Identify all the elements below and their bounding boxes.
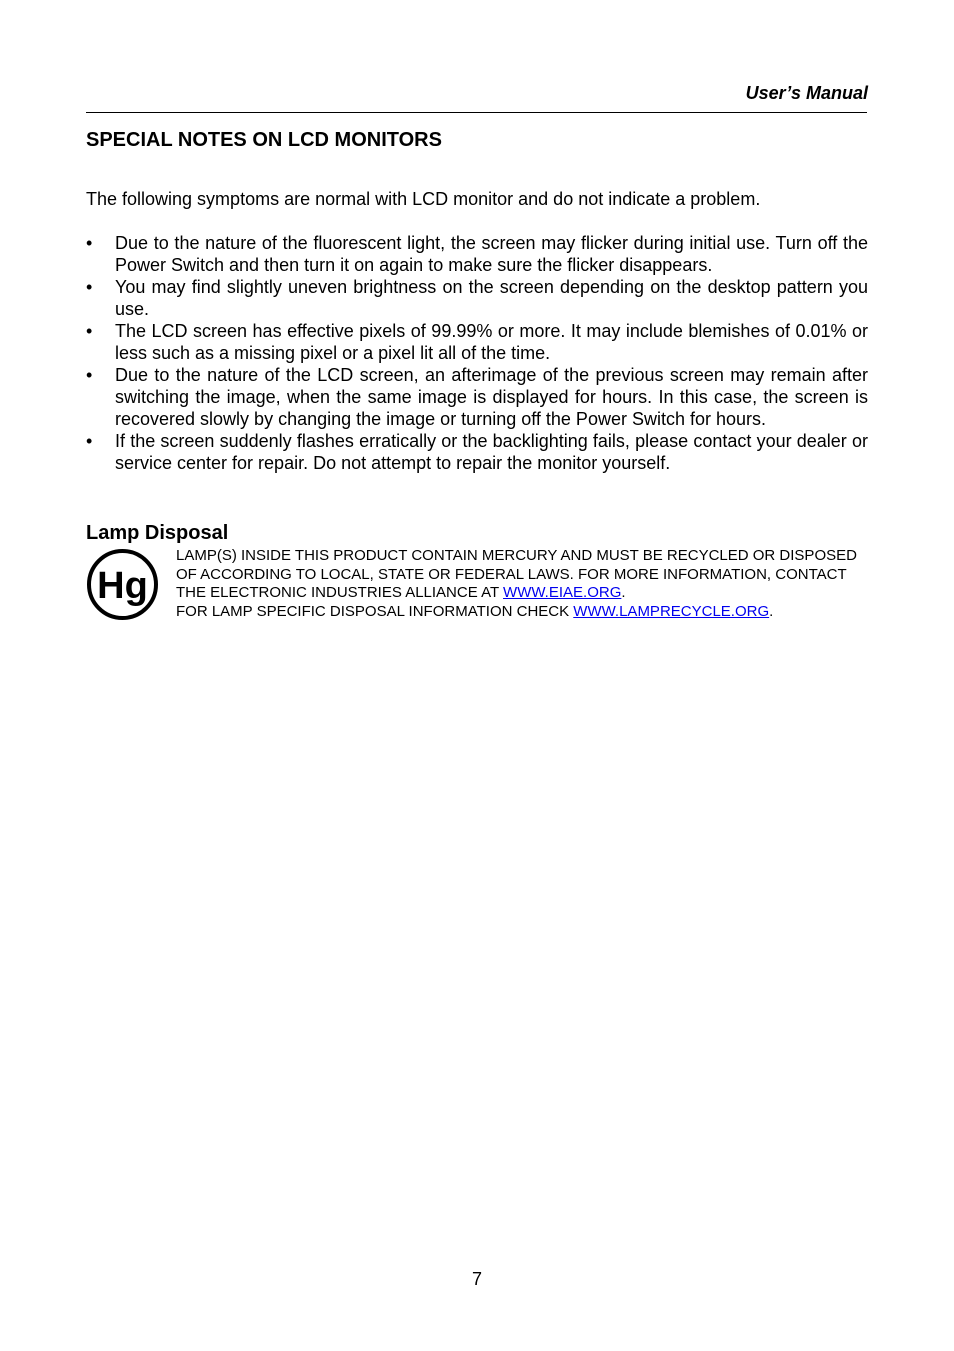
bullet-icon: • bbox=[86, 233, 93, 253]
list-item bbox=[86, 320, 868, 364]
lamp-disposal-text bbox=[176, 547, 876, 621]
list-item bbox=[86, 232, 868, 276]
list-item bbox=[86, 364, 868, 430]
list-item-text: The LCD screen has effective pixels of 99.99% or more. It may include blemishes of 0.01% or less such as a missing pixel or a pixel lit all of the time. bbox=[115, 321, 868, 363]
list-item-text: If the screen suddenly flashes erratically or the backlighting fails, please contact your dealer or service center for repair. Do not attempt to repair the monitor yourself. bbox=[115, 431, 868, 473]
list-item-text: Due to the nature of the LCD screen, an afterimage of the previous screen may remain after switching the image, when the same image is displayed for hours. In this case, the screen is recovered slowly by changing the image or turning off the Power Switch for hours. bbox=[115, 365, 868, 429]
lamp-text-part: FOR LAMP SPECIFIC DISPOSAL INFORMATION CHECK bbox=[176, 602, 574, 620]
page-number: 7 bbox=[471, 1269, 482, 1289]
eiae-link[interactable]: WWW.EIAE.ORG bbox=[503, 584, 622, 601]
lamp-text-part: . bbox=[621, 584, 626, 601]
bullet-icon: • bbox=[86, 277, 93, 297]
list-item-text: Due to the nature of the fluorescent light, the screen may flicker during initial use. Turn off the Power Switch and then turn it on again to make sure the flicker disappears. bbox=[115, 233, 868, 275]
list-item bbox=[86, 430, 868, 474]
lamp-text-part: . bbox=[769, 602, 774, 620]
mercury-hg-icon bbox=[86, 548, 159, 621]
bullet-icon: • bbox=[86, 365, 93, 385]
notes-list bbox=[86, 232, 868, 474]
list-item-text: You may find slightly uneven brightness on the screen depending on the desktop pattern you use. bbox=[115, 277, 868, 319]
section-title: SPECIAL NOTES ON LCD MONITORS bbox=[86, 129, 442, 151]
lamp-disposal-title: Lamp Disposal bbox=[86, 522, 229, 544]
bullet-icon: • bbox=[86, 321, 93, 341]
intro-paragraph: The following symptoms are normal with LCD monitor and do not indicate a problem. bbox=[86, 189, 761, 209]
manual-header-title: User’s Manual bbox=[745, 83, 868, 103]
bullet-icon: • bbox=[86, 431, 93, 451]
lamp-text-part: LAMP(S) INSIDE THIS PRODUCT CONTAIN MERCURY AND MUST BE RECYCLED OR DISPOSED OF ACCORDING TO LOCAL, STATE OR FEDERAL LAWS. FOR MORE INFORMATION, CONTACT THE ELECTRONIC INDUSTRIES ALLIANCE AT bbox=[176, 547, 857, 601]
hg-logo-text: Hg bbox=[97, 565, 148, 607]
header-divider bbox=[86, 112, 867, 113]
lamprecycle-link[interactable]: WWW.LAMPRECYCLE.ORG bbox=[573, 602, 770, 620]
list-item bbox=[86, 276, 868, 320]
